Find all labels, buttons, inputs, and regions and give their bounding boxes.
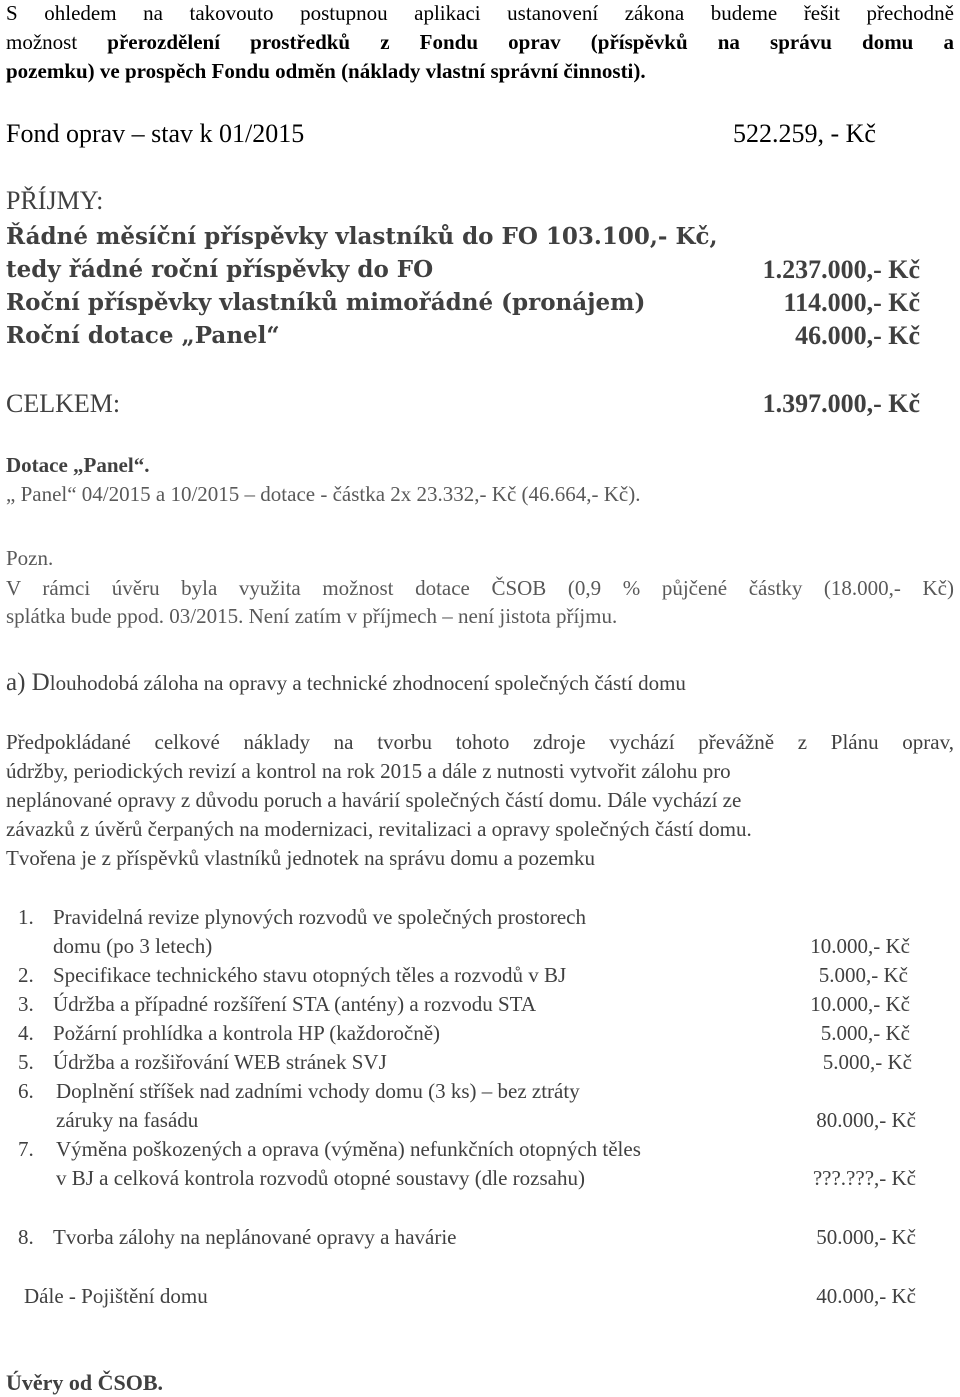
list-item-amount: 10.000,- Kč bbox=[810, 934, 910, 958]
intro-line-2-plain: možnost bbox=[6, 30, 108, 54]
fund-status-amount: 522.259, - Kč bbox=[733, 119, 876, 148]
list-item-number: 4. bbox=[18, 1021, 34, 1045]
list-item-text: Tvorba zálohy na neplánované opravy a havárie bbox=[53, 1225, 457, 1249]
income-total-label: CELKEM: bbox=[6, 389, 121, 418]
list-item-text: Údržba a rozšiřování WEB stránek SVJ bbox=[53, 1050, 387, 1074]
list-item-amount: 5.000,- Kč bbox=[822, 1050, 912, 1074]
list-item-number: 6. bbox=[18, 1079, 34, 1103]
income-row-4-label: Roční dotace „Panel“ bbox=[6, 322, 280, 349]
list-item-text: Výměna poškozených a oprava (výměna) nefunkčních otopných těles bbox=[56, 1137, 641, 1161]
list-item-amount: 50.000,- Kč bbox=[816, 1225, 916, 1249]
income-row-2-label: tedy řádné roční příspěvky do FO bbox=[6, 256, 434, 283]
section-a-heading-text: louhodobá záloha na opravy a technické zhodnocení společných částí domu bbox=[49, 671, 686, 695]
section-a-paragraph-line-5: Tvořena je z příspěvků vlastníků jednotek na správu domu a pozemku bbox=[6, 846, 596, 870]
section-a-paragraph-line-3: neplánované opravy z důvodu poruch a havárií společných částí domu. Dále vychází ze bbox=[6, 788, 742, 812]
income-row-4-amount: 46.000,- Kč bbox=[795, 321, 920, 350]
insurance-amount: 40.000,- Kč bbox=[816, 1284, 916, 1308]
intro-line-1: S ohledem na takovouto postupnou aplikaci ustanovení zákona budeme řešit přechodně bbox=[6, 1, 954, 25]
list-item-amount: 80.000,- Kč bbox=[816, 1108, 916, 1132]
section-a-heading bbox=[6, 670, 686, 696]
income-row-1-label: Řádné měsíční příspěvky vlastníků do FO 103.100,- Kč, bbox=[6, 223, 718, 250]
insurance-label: Dále - Pojištění domu bbox=[24, 1284, 208, 1308]
list-item-amount: ???.???,- Kč bbox=[812, 1166, 916, 1190]
fund-status-label: Fond oprav – stav k 01/2015 bbox=[6, 119, 305, 148]
income-total-amount: 1.397.000,- Kč bbox=[762, 389, 920, 418]
list-item-number: 3. bbox=[18, 992, 34, 1016]
list-item-amount: 5.000,- Kč bbox=[818, 963, 908, 987]
list-item-amount: 10.000,- Kč bbox=[810, 992, 910, 1016]
list-item-number: 2. bbox=[18, 963, 34, 987]
list-item-number: 7. bbox=[18, 1137, 34, 1161]
list-item-number: 8. bbox=[18, 1225, 34, 1249]
list-item-amount: 5.000,- Kč bbox=[820, 1021, 910, 1045]
income-row-2-amount: 1.237.000,- Kč bbox=[762, 255, 920, 284]
section-a-prefix: a) bbox=[6, 669, 32, 696]
list-item-text-continued: v BJ a celková kontrola rozvodů otopné soustavy (dle rozsahu) bbox=[56, 1166, 585, 1190]
list-item-text: Pravidelná revize plynových rozvodů ve společných prostorech bbox=[53, 905, 586, 929]
note-label: Pozn. bbox=[6, 546, 54, 570]
income-heading: PŘÍJMY: bbox=[6, 186, 104, 215]
list-item-text: Požární prohlídka a kontrola HP (každoročně) bbox=[53, 1021, 441, 1045]
subsidy-text: „ Panel“ 04/2015 a 10/2015 – dotace - částka 2x 23.332,- Kč (46.664,- Kč). bbox=[6, 482, 641, 506]
intro-line-2-bold: přerozdělení prostředků z Fondu oprav (příspěvků na správu domu a bbox=[107, 30, 954, 54]
intro-line-2 bbox=[6, 29, 954, 55]
list-item-text: Doplnění stříšek nad zadními vchody domu (3 ks) – bez ztráty bbox=[56, 1079, 580, 1103]
income-row-3-label: Roční příspěvky vlastníků mimořádné (pronájem) bbox=[6, 289, 646, 316]
note-line-2: splátka bude ppod. 03/2015. Není zatím v příjmech – není jistota příjmu. bbox=[6, 604, 618, 628]
list-item-text: Údržba a případné rozšíření STA (antény) a rozvodu STA bbox=[53, 992, 536, 1016]
section-a-initial: D bbox=[31, 669, 50, 696]
loans-heading: Úvěry od ČSOB. bbox=[6, 1370, 164, 1395]
section-a-paragraph-line-2: údržby, periodických revizí a kontrol na rok 2015 a dále z nutnosti vytvořit zálohu pro bbox=[6, 759, 731, 783]
list-item-text: Specifikace technického stavu otopných těles a rozvodů v BJ bbox=[53, 963, 567, 987]
note-line-1: V rámci úvěru byla využita možnost dotace ČSOB (0,9 % půjčené částky (18.000,- Kč) bbox=[6, 576, 954, 600]
list-item-text-continued: záruky na fasádu bbox=[56, 1108, 199, 1132]
income-row-3-amount: 114.000,- Kč bbox=[783, 288, 920, 317]
section-a-paragraph-line-4: závazků z úvěrů čerpaných na modernizaci, revitalizaci a opravy společných částí domu. bbox=[6, 817, 752, 841]
subsidy-heading: Dotace „Panel“. bbox=[6, 453, 150, 477]
list-item-number: 5. bbox=[18, 1050, 34, 1074]
section-a-paragraph-line-1: Předpokládané celkové náklady na tvorbu tohoto zdroje vychází převážně z Plánu oprav, bbox=[6, 730, 954, 754]
list-item-number: 1. bbox=[18, 905, 34, 929]
intro-line-3: pozemku) ve prospěch Fondu odměn (náklady vlastní správní činnosti). bbox=[6, 59, 646, 83]
list-item-text-continued: domu (po 3 letech) bbox=[53, 934, 213, 958]
